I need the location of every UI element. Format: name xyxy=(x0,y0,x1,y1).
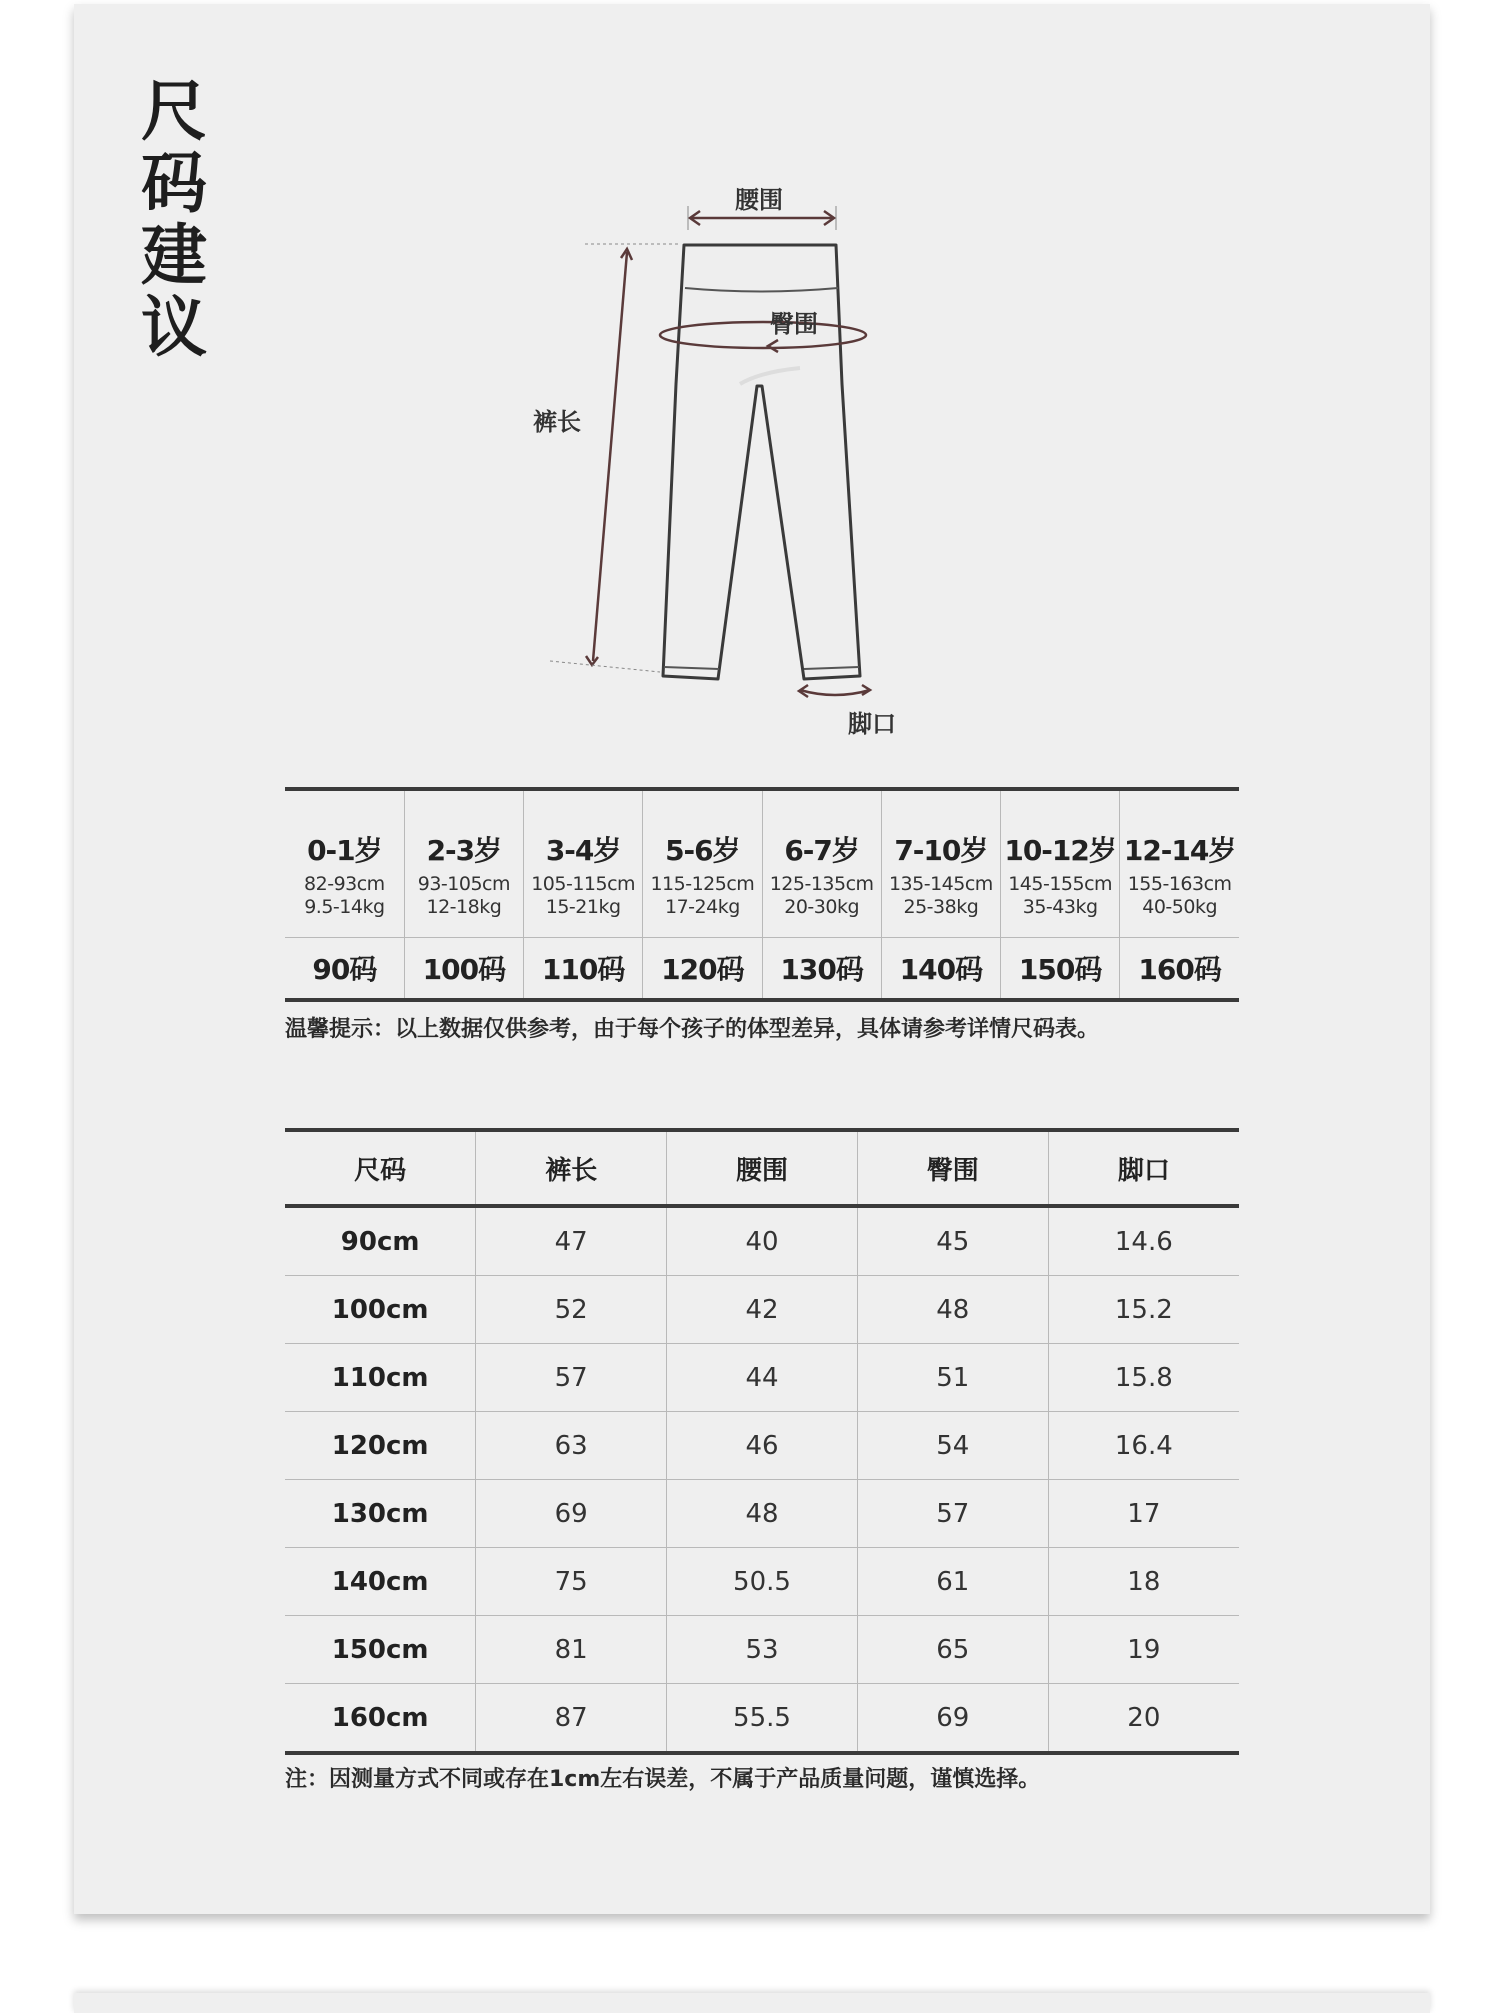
cuff-cell: 14.6 xyxy=(1048,1206,1239,1276)
length-cell: 69 xyxy=(476,1480,667,1548)
age-cell: 0-1岁 xyxy=(285,789,404,873)
measurement-cell xyxy=(285,873,404,938)
size-code-cell: 120码 xyxy=(643,938,762,1001)
length-cell: 57 xyxy=(476,1344,667,1412)
length-cell: 81 xyxy=(476,1616,667,1684)
weight-range: 17-24kg xyxy=(664,896,740,918)
header-cuff: 脚口 xyxy=(1048,1130,1239,1206)
length-cell: 87 xyxy=(476,1684,667,1754)
age-cell: 5-6岁 xyxy=(643,789,762,873)
size-cell: 100cm xyxy=(285,1276,476,1344)
measurement-cell xyxy=(1001,873,1120,938)
age-size-table xyxy=(285,787,1239,1002)
pants-diagram xyxy=(0,0,1500,760)
table-row xyxy=(285,1616,1239,1684)
size-code-cell: 100码 xyxy=(404,938,523,1001)
age-cell: 6-7岁 xyxy=(762,789,881,873)
label-cuff: 脚口 xyxy=(848,710,896,738)
weight-range: 15-21kg xyxy=(545,896,621,918)
height-range: 125-135cm xyxy=(769,873,874,895)
measurement-cell xyxy=(762,873,881,938)
label-length: 裤长 xyxy=(533,408,581,436)
hip-cell: 69 xyxy=(857,1684,1048,1754)
weight-range: 12-18kg xyxy=(426,896,502,918)
measurement-cell xyxy=(524,873,643,938)
size-code-row xyxy=(285,938,1239,1001)
hip-cell: 51 xyxy=(857,1344,1048,1412)
length-arrow xyxy=(550,244,680,672)
table-row xyxy=(285,1276,1239,1344)
age-cell: 10-12岁 xyxy=(1001,789,1120,873)
measurement-cell xyxy=(643,873,762,938)
length-cell: 52 xyxy=(476,1276,667,1344)
weight-range: 25-38kg xyxy=(903,896,979,918)
header-hip: 臀围 xyxy=(857,1130,1048,1206)
waist-cell: 48 xyxy=(667,1480,858,1548)
size-cell: 130cm xyxy=(285,1480,476,1548)
hip-cell: 57 xyxy=(857,1480,1048,1548)
height-range: 105-115cm xyxy=(531,873,636,895)
size-cell: 90cm xyxy=(340,1226,420,1257)
waist-cell: 55.5 xyxy=(667,1684,858,1754)
table-row xyxy=(285,1548,1239,1616)
age-cell: 2-3岁 xyxy=(404,789,523,873)
waist-cell: 44 xyxy=(667,1344,858,1412)
cuff-cell: 18 xyxy=(1048,1548,1239,1616)
size-cell: 140cm xyxy=(285,1548,476,1616)
pants-illustration xyxy=(663,245,860,679)
height-range: 115-125cm xyxy=(650,873,755,895)
waist-cell: 42 xyxy=(667,1276,858,1344)
weight-range: 35-43kg xyxy=(1022,896,1098,918)
waist-cell: 53 xyxy=(667,1616,858,1684)
cuff-cell: 15.8 xyxy=(1048,1344,1239,1412)
measurement-cell xyxy=(404,873,523,938)
size-table-header xyxy=(285,1130,1239,1206)
label-hip: 臀围 xyxy=(770,310,818,338)
height-range: 93-105cm xyxy=(417,873,510,895)
height-range: 135-145cm xyxy=(888,873,993,895)
table-row xyxy=(285,1480,1239,1548)
cuff-cell: 17 xyxy=(1048,1480,1239,1548)
height-range: 82-93cm xyxy=(304,873,385,895)
waist-cell: 46 xyxy=(667,1412,858,1480)
tip-text: 温馨提示：以上数据仅供参考，由于每个孩子的体型差异，具体请参考详情尺码表。 xyxy=(285,1017,1100,1042)
hip-cell: 45 xyxy=(857,1206,1048,1276)
size-chart-table xyxy=(285,1128,1239,1755)
size-code-cell: 110码 xyxy=(524,938,643,1001)
height-range: 155-163cm xyxy=(1127,873,1232,895)
weight-range: 20-30kg xyxy=(784,896,860,918)
title-char-4: 议 xyxy=(141,289,207,366)
size-code-cell: 140码 xyxy=(881,938,1000,1001)
cuff-cell: 20 xyxy=(1048,1684,1239,1754)
cuff-cell: 15.2 xyxy=(1048,1276,1239,1344)
measurement-row xyxy=(285,873,1239,938)
table-row xyxy=(285,1206,1239,1276)
title-char-3: 建 xyxy=(141,217,207,294)
cuff-cell: 19 xyxy=(1048,1616,1239,1684)
size-code-cell: 130码 xyxy=(762,938,881,1001)
measurement-cell xyxy=(881,873,1000,938)
waist-cell: 50.5 xyxy=(667,1548,858,1616)
header-size: 尺码 xyxy=(285,1130,476,1206)
length-cell: 75 xyxy=(476,1548,667,1616)
size-code-cell: 160码 xyxy=(1120,938,1239,1001)
table-row xyxy=(285,1412,1239,1480)
size-code-cell: 150码 xyxy=(1001,938,1120,1001)
size-cell: 160cm xyxy=(285,1684,476,1754)
age-cell: 7-10岁 xyxy=(881,789,1000,873)
size-cell: 120cm xyxy=(285,1412,476,1480)
size-cell: 110cm xyxy=(285,1344,476,1412)
title-char-1: 尺 xyxy=(141,73,207,150)
table-row xyxy=(285,1684,1239,1754)
height-range: 145-155cm xyxy=(1008,873,1113,895)
header-waist: 腰围 xyxy=(667,1130,858,1206)
hip-cell: 61 xyxy=(857,1548,1048,1616)
hip-cell: 48 xyxy=(857,1276,1048,1344)
label-waist: 腰围 xyxy=(735,186,783,214)
next-card-edge xyxy=(74,1993,1430,2013)
footnote-text: 注：因测量方式不同或存在1cm左右误差，不属于产品质量问题，谨慎选择。 xyxy=(285,1767,1041,1792)
measurement-cell xyxy=(1120,873,1239,938)
cuff-cell: 16.4 xyxy=(1048,1412,1239,1480)
age-cell: 12-14岁 xyxy=(1120,789,1239,873)
hip-cell: 65 xyxy=(857,1616,1048,1684)
weight-range: 9.5-14kg xyxy=(304,896,385,918)
length-cell: 47 xyxy=(476,1206,667,1276)
age-cell: 3-4岁 xyxy=(524,789,643,873)
size-code-cell: 90码 xyxy=(285,938,404,1001)
header-length: 裤长 xyxy=(476,1130,667,1206)
cuff-arrow xyxy=(799,685,870,697)
hip-cell: 54 xyxy=(857,1412,1048,1480)
weight-range: 40-50kg xyxy=(1142,896,1218,918)
table-row xyxy=(285,1344,1239,1412)
waist-cell: 40 xyxy=(667,1206,858,1276)
size-cell: 150cm xyxy=(285,1616,476,1684)
length-cell: 63 xyxy=(476,1412,667,1480)
age-row xyxy=(285,789,1239,873)
title-char-2: 码 xyxy=(141,145,207,222)
